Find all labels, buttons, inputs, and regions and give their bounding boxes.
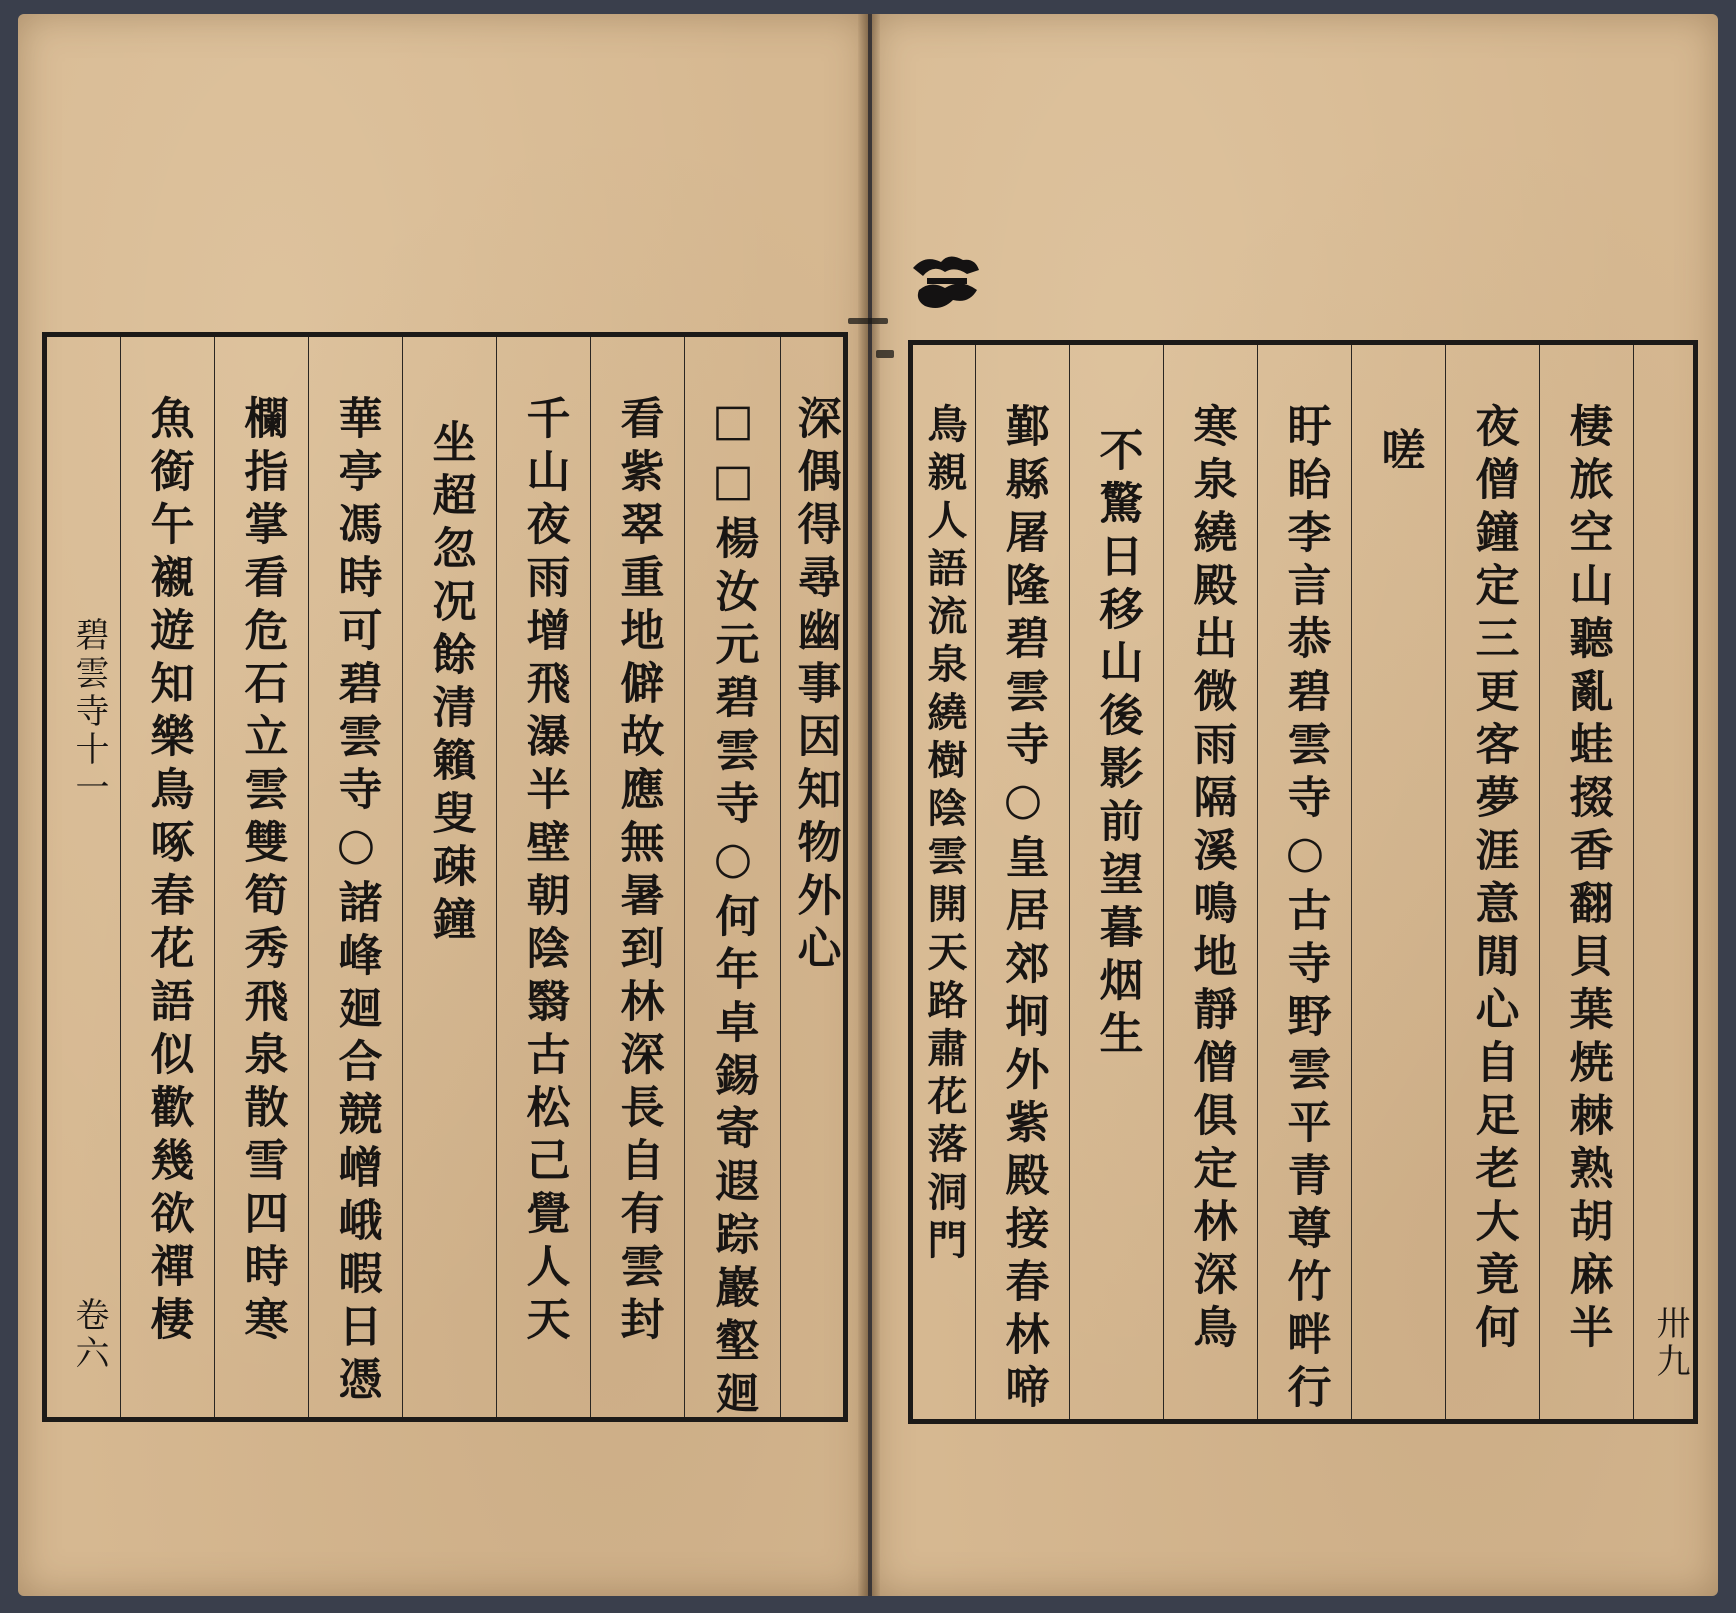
left-text-frame [42, 332, 848, 1422]
text-column [1351, 345, 1445, 1419]
text-column [496, 337, 590, 1417]
text-column [308, 337, 402, 1417]
column-text: 不驚日移山後影前望暮烟生 [1091, 427, 1143, 1063]
column-text: 夜僧鐘定三更客夢涯意閒心自足老大竟何 [1467, 403, 1519, 1357]
column-text: 深偶得尋幽事因知物外心 [789, 395, 841, 978]
column-text: 嗟 [1373, 427, 1425, 480]
column-text: 鄞縣屠隆碧雲寺○皇居郊坰外紫殿接春林啼 [997, 403, 1049, 1417]
right-text-frame [908, 340, 1698, 1424]
column-text: 棲旅空山聽亂蛙掇香翻貝葉焼棘熟胡麻半 [1561, 403, 1613, 1357]
column-text: 魚銜午襯遊知樂鳥啄春花語似歡幾欲禪棲 [142, 395, 194, 1349]
column-text: 盱眙李言恭碧雲寺○古寺野雲平青尊竹畔行 [1279, 403, 1331, 1417]
text-column [1257, 345, 1351, 1419]
column-text: 寒泉繞殿出微雨隔溪鳴地靜僧俱定林深鳥 [1185, 403, 1237, 1357]
text-column [1163, 345, 1257, 1419]
text-column [590, 337, 684, 1417]
column-text: □□楊汝元碧雲寺○何年卓錫寄遐踪巖壑廻 [707, 395, 759, 1423]
page-number-column [1633, 345, 1698, 1419]
text-column [913, 345, 975, 1419]
text-column [402, 337, 496, 1417]
page-number: 卅九 [1650, 1305, 1690, 1381]
column-text: 欄指掌看危石立雲雙筍秀飛泉散雪四時寒 [236, 395, 288, 1349]
text-column [684, 337, 780, 1423]
column-text: 鳥親人語流泉繞樹陰雲開天路肅花落洞門 [921, 403, 968, 1267]
text-column [975, 345, 1069, 1419]
book-gutter [858, 14, 880, 1596]
margin-volume: 卷六 [69, 1297, 109, 1373]
text-column [1069, 345, 1163, 1419]
text-column [214, 337, 308, 1417]
column-text: 千山夜雨增飛瀑半壁朝陰翳古松己覺人天 [518, 395, 570, 1349]
text-column [1539, 345, 1633, 1419]
ink-blot [848, 318, 888, 324]
ink-blot [876, 350, 894, 358]
margin-title: 碧雲寺十一 [69, 617, 109, 807]
text-column [120, 337, 214, 1417]
seal-stamp-icon [905, 250, 987, 324]
margin-column [47, 337, 120, 1417]
column-text: 華亭馮時可碧雲寺○諸峰廻合競嶒峨暇日憑 [330, 395, 382, 1409]
text-column [1445, 345, 1539, 1419]
text-column [780, 337, 848, 1417]
column-text: 坐超忽况餘清籟叟疎鐘 [424, 419, 476, 949]
column-text: 看紫翠重地僻故應無暑到林深長自有雲封 [612, 395, 664, 1349]
